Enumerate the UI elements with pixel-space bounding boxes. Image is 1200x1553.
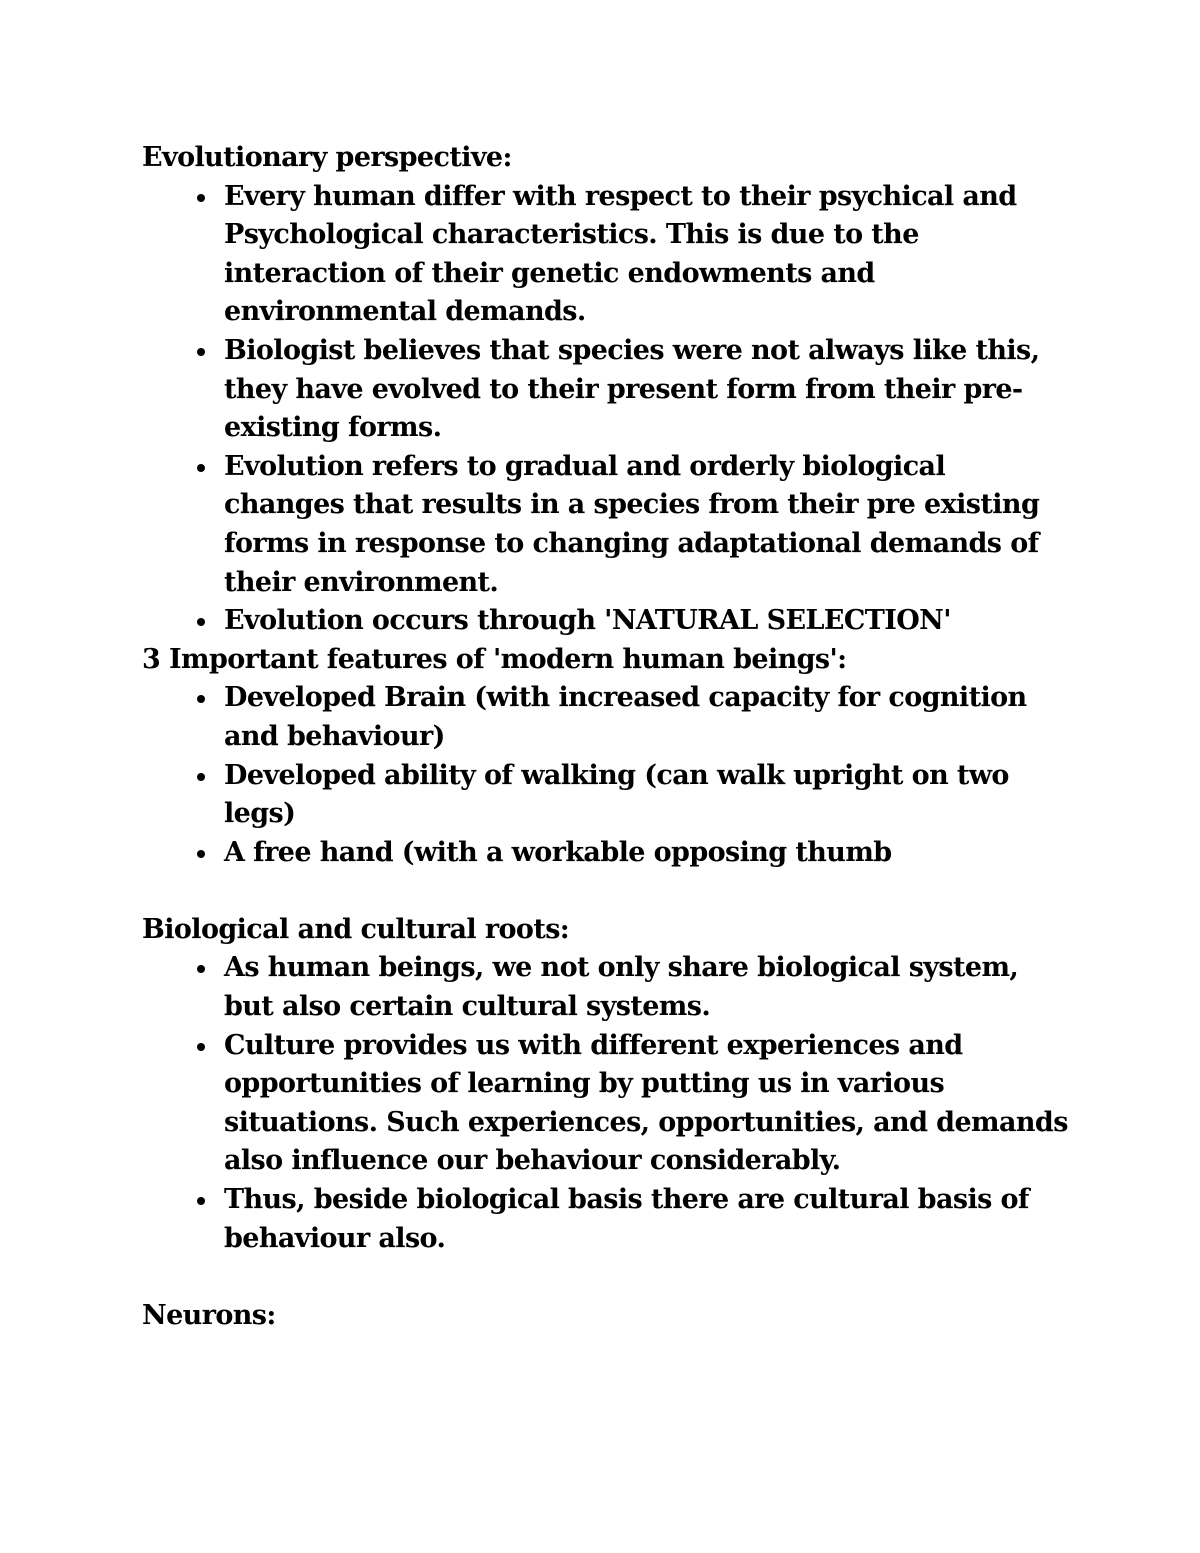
document-body (142, 139, 1072, 1335)
list-item: Culture provides us with different experiences and opportunities of learning by putting us in various situations. Such experiences, opportunities, and demands also influence our behaviour considerably. (224, 1027, 1072, 1181)
section-heading: 3 Important features of 'modern human beings': (142, 643, 847, 675)
list-item: Evolution occurs through 'NATURAL SELECTION' (224, 602, 1072, 641)
section-heading: Evolutionary perspective: (142, 142, 512, 173)
section-heading: Biological and cultural roots: (142, 913, 570, 945)
bullet-list (142, 178, 1072, 641)
blank-line (142, 872, 1072, 911)
list-item: Biologist believes that species were not always like this, they have evolved to their present form from their pre-existing forms. (224, 332, 1072, 448)
list-item: Evolution refers to gradual and orderly biological changes that results in a species from their pre existing forms in response to changing adaptational demands of their environment. (224, 448, 1072, 602)
section-biological-cultural-roots (142, 911, 1072, 1258)
blank-line (142, 1258, 1072, 1297)
list-item: Thus, beside biological basis there are cultural basis of behaviour also. (224, 1181, 1072, 1258)
section-neurons (142, 1297, 1072, 1336)
list-item: Developed ability of walking (can walk upright on two legs) (224, 757, 1072, 834)
list-item: A free hand (with a workable opposing thumb (224, 834, 1072, 873)
section-important-features (142, 641, 1072, 873)
list-item: As human beings, we not only share biological system, but also certain cultural systems. (224, 949, 1072, 1026)
list-item: Every human differ with respect to their psychical and Psychological characteristics. This is due to the interaction of their genetic endowments and environmental demands. (224, 178, 1072, 332)
section-heading: Neurons: (142, 1299, 276, 1331)
bullet-list (142, 679, 1072, 872)
section-evolutionary-perspective (142, 139, 1072, 641)
list-item: Developed Brain (with increased capacity for cognition and behaviour) (224, 679, 1072, 756)
bullet-list (142, 949, 1072, 1258)
